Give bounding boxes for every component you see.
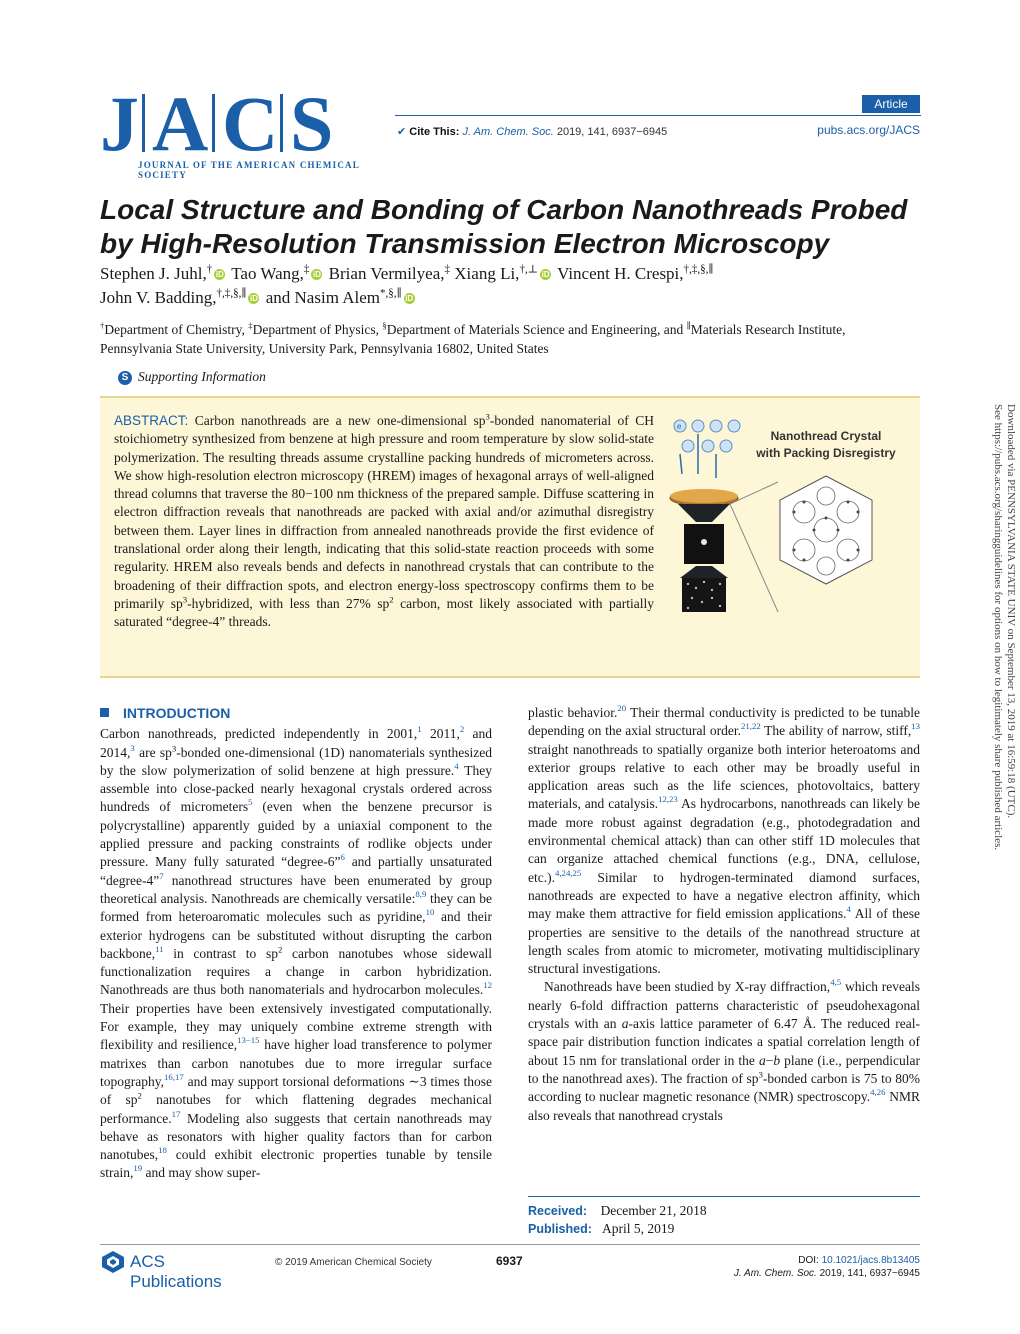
logo-letter-c: C bbox=[222, 80, 279, 167]
citation-ref-link[interactable]: 21,22 bbox=[740, 721, 761, 732]
author-affil-marks: †,‡,§,∥ bbox=[683, 263, 714, 276]
author-name: and Nasim Alem bbox=[265, 288, 380, 307]
author-name: Vincent H. Crespi, bbox=[557, 264, 684, 283]
abstract-text: -bonded nanomaterial of CH stoichiometry synthesized from benzene at high pressure and room temperature by slow solid-state polymerization. The resulting threads assume crystalline packing hundreds of micrometers across. We show high-resolution electron microscopy (HREM) images of hexagonal arrays of well-aligned thread columns that traverse the 80−100 nm thickness of the prepared sample. Diffuse scattering in electron diffraction reveals that nanothreads are packed with axial and/or azimuthal disregistry between them. Layer lines in diffraction from annealed nanothreads provide the first evidence of translational order along their length, indicating that this solid-state reaction proceeds with some regularity. HREM also reveals bends and defects in nanothread crystals that can contribute to the broadening of their diffraction spots, and electron energy-loss spectroscopy confirms them to be primarily sp bbox=[114, 413, 655, 611]
introduction-heading bbox=[100, 704, 492, 722]
article-type-badge: Article bbox=[862, 95, 920, 113]
article-title: Local Structure and Bonding of Carbon Nanothreads Probed by High-Resolution Transmission Electron Microscopy bbox=[100, 194, 908, 259]
cite-this[interactable] bbox=[397, 125, 667, 138]
publication-dates bbox=[528, 1202, 707, 1238]
italic-term: a bbox=[621, 1016, 629, 1032]
footer-citation bbox=[734, 1267, 920, 1280]
acs-publications-logo[interactable] bbox=[100, 1250, 260, 1291]
dates-rule bbox=[528, 1196, 920, 1197]
author-affil-marks: † bbox=[206, 263, 213, 276]
supporting-information-link[interactable] bbox=[118, 369, 266, 385]
citation-ref-link[interactable]: 2 bbox=[459, 724, 465, 735]
author-name: Tao Wang, bbox=[231, 264, 304, 283]
citation-ref-link[interactable]: 8,9 bbox=[415, 888, 427, 899]
logo-letter-a: A bbox=[152, 80, 209, 167]
sharing-guidelines-notice: See https://pubs.acs.org/sharingguidelines for options on how to legitimately share published articles. bbox=[992, 404, 1004, 851]
received-label: Received: bbox=[528, 1204, 588, 1218]
orcid-icon[interactable]: iD bbox=[215, 270, 224, 279]
citation-ref-link[interactable]: 13−15 bbox=[237, 1035, 260, 1046]
author-affil-marks: †,‡,§,∥ bbox=[216, 287, 247, 300]
page-number: 6937 bbox=[496, 1254, 523, 1268]
sup: 3 bbox=[485, 411, 490, 422]
published-date: April 5, 2019 bbox=[602, 1221, 675, 1236]
author-name: John V. Badding, bbox=[100, 288, 217, 307]
footer-citation-details: 2019, 141, 6937−6945 bbox=[819, 1268, 920, 1279]
citation-ref-link[interactable]: 16,17 bbox=[164, 1071, 184, 1082]
logo-letter-s: S bbox=[290, 80, 334, 167]
doi-label: DOI: bbox=[798, 1255, 819, 1266]
author-line bbox=[100, 262, 920, 286]
jacs-logo bbox=[100, 80, 400, 180]
orcid-icon[interactable]: iD bbox=[405, 294, 414, 303]
section-square-icon bbox=[100, 708, 109, 717]
affil-mark: ‡ bbox=[248, 320, 253, 331]
citation-ref-link[interactable]: 11 bbox=[155, 943, 164, 954]
column-right bbox=[528, 704, 920, 1125]
supporting-info-label: Supporting Information bbox=[138, 369, 266, 384]
logo-divider bbox=[212, 94, 215, 152]
author-line bbox=[100, 286, 920, 310]
citation-ref-link[interactable]: 12,23 bbox=[658, 794, 678, 805]
download-notice: Downloaded via PENNSYLVANIA STATE UNIV on September 13, 2019 at 16:59:18 (UTC). bbox=[1005, 404, 1017, 819]
abstract bbox=[114, 412, 654, 632]
sup: 3 bbox=[182, 594, 188, 605]
toc-graphic bbox=[668, 412, 908, 614]
logo-letter-j: J bbox=[100, 80, 139, 167]
published-label: Published: bbox=[528, 1222, 592, 1236]
orcid-icon[interactable]: iD bbox=[312, 270, 321, 279]
cite-details: 2019, 141, 6937−6945 bbox=[556, 126, 668, 138]
italic-term: b bbox=[773, 1052, 781, 1068]
affiliation-mri: Materials Research Institute, Pennsylvania State University, University Park, Pennsylvania 16802, United States bbox=[100, 322, 846, 356]
author-affil-marks: ‡ bbox=[303, 263, 310, 276]
affiliation-physics: Department of Physics, bbox=[252, 322, 379, 337]
abstract-text: -hybridized, with less than 27% sp bbox=[187, 595, 390, 611]
check-icon: ✔ bbox=[397, 126, 407, 138]
cite-journal: J. Am. Chem. Soc. bbox=[462, 126, 554, 138]
copyright: © 2019 American Chemical Society bbox=[275, 1257, 432, 1268]
supporting-info-icon: S bbox=[118, 371, 132, 385]
doi-row bbox=[734, 1254, 920, 1267]
sample-disk-top bbox=[670, 489, 738, 503]
citation-ref-link[interactable]: 10 bbox=[425, 907, 435, 918]
toc-title-line1: Nanothread Crystal bbox=[770, 429, 882, 443]
received-date-row bbox=[528, 1202, 707, 1220]
publisher-name: ACS Publications bbox=[130, 1252, 222, 1291]
introduction-heading-text: INTRODUCTION bbox=[123, 705, 231, 721]
citation-ref-link[interactable]: 4,5 bbox=[830, 977, 842, 988]
superscript: 2 bbox=[137, 1090, 142, 1101]
author-name: Stephen J. Juhl, bbox=[100, 264, 207, 283]
received-date: December 21, 2018 bbox=[600, 1203, 707, 1218]
superscript: 2 bbox=[277, 944, 283, 955]
affiliation-materials-science: Department of Materials Science and Engineering, and bbox=[386, 322, 684, 337]
abstract-text: Carbon nanothreads are a new one-dimensional sp bbox=[194, 413, 486, 428]
journal-url-link[interactable]: pubs.acs.org/JACS bbox=[817, 123, 920, 137]
citation-ref-link[interactable]: 3 bbox=[130, 742, 135, 753]
citation-ref-link[interactable]: 6 bbox=[340, 852, 345, 863]
column-left bbox=[100, 704, 492, 1183]
citation-ref-link[interactable]: 4 bbox=[846, 904, 851, 915]
doi-link[interactable]: 10.1021/jacs.8b13405 bbox=[821, 1255, 920, 1266]
intro-paragraph-1: Carbon nanothreads, predicted independently in 2001,$^1$ 2011,$^2$ and 2014,$^3$ are $sp^3$-bonded one-dimensional (1D) nanomaterials synthesized by the slow polymerization of solid benzene at high pressure.$^4$ They assemble into close-packed nearly hexagonal crystals ordered across hundreds of micrometers$^5$ (even when the benzene precursor is polycrystalline) apparently guided by a uniaxial component to the applied pressure and packing constraints of rodlike objects under pressure. Many fully saturated “degree-6”$^6$ and partially unsaturated “degree-4”$^7$ nanothread structures have been enumerated by group theoretical analysis. Nanothreads are chemically versatile:$^{8,9}$ they can be formed from heteroaromatic molecules such as pyridine,$^{10}$ and their exterior hydrogens can be substituted without disrupting the carbon backbone,$^{11}$ in contrast to $sp^2$ carbon nanotubes whose sidewall functionalization requires a change in carbon hybridization. Nanothreads are thus both nanomaterials and hydrocarbon molecules.$^{12}$ Their properties have been extensively investigated computationally. For example, they may uniquely combine extreme strength with flexibility and resilience,$^{13-15}$ have higher load transference to polymer matrixes than carbon nanotubes due to more irregular surface topography,$^{16,17}$ and may support torsional deformations ∼3 times those of $sp^2$ nanotubes for which flattening degrades mechanical performance.$^{17}$ Modeling also suggests that certain nanothreads may behave as resonators with higher quality factors than for carbon nanotubes,$^{18}$ could exhibit electronic properties tunable by tensile strain,$^{19}$ and may show super- bbox=[100, 724, 493, 1181]
italic-term: a bbox=[758, 1052, 766, 1068]
logo-divider bbox=[280, 94, 283, 152]
affil-mark: † bbox=[100, 320, 105, 331]
abstract-label: ABSTRACT: bbox=[114, 413, 189, 428]
citation-ref-link[interactable]: 7 bbox=[159, 870, 164, 881]
doi-block bbox=[734, 1254, 920, 1280]
superscript: 3 bbox=[758, 1069, 763, 1080]
header-rule bbox=[395, 115, 921, 116]
logo-divider bbox=[142, 94, 145, 152]
orcid-icon[interactable]: iD bbox=[541, 270, 550, 279]
affil-mark: § bbox=[382, 320, 387, 331]
author-affil-marks: †,⊥ bbox=[519, 263, 539, 276]
abstract-text: carbon, most likely associated with partially saturated “degree-4” threads. bbox=[114, 595, 654, 630]
affiliation-chemistry: Department of Chemistry, bbox=[104, 322, 245, 337]
citation-ref-link[interactable]: 12 bbox=[483, 980, 492, 991]
affil-mark: ∥ bbox=[686, 320, 691, 331]
intro-paragraph-2: plastic behavior.$^{20}$ Their thermal conductivity is predicted to be tunable depending on the axial structural order.$^{21,22}$ The ability of narrow, stiff,$^{13}$ straight nanothreads to spatially organize both interior heteroatoms and exterior groups relative to each other may be broadly useful in application areas such as the life sciences, photovoltaics, battery materials, and catalysis.$^{12,23}$ As hydrocarbons, nanothreads can likely be made more robust against degradation (e.g., photodegradation and environmental chemical attack) than can other stiff 1D molecules that can organize attached chemical functions (e.g., DNA, cellulose, etc.).$^{4,24,25}$ Similar to hydrogen-terminated diamond surfaces, nanothreads are expected to have a negative electron affinity, which may make them attractive for field emission applications.$^4$ All of these properties are sensitive to the details of the nanothread structure at length scales from atomic to micrometer, motivating multidisciplinary structural investigations. bbox=[528, 703, 920, 977]
citation-ref-link[interactable]: 19 bbox=[133, 1163, 143, 1174]
cite-label: Cite This: bbox=[409, 126, 460, 138]
citation-ref-link[interactable]: 17 bbox=[171, 1108, 181, 1119]
author-list bbox=[100, 262, 920, 310]
download-sidebar bbox=[991, 404, 1017, 924]
citation-ref-link[interactable]: 5 bbox=[248, 797, 253, 808]
orcid-icon[interactable]: iD bbox=[249, 294, 258, 303]
footer-rule bbox=[100, 1244, 920, 1245]
author-name: Brian Vermilyea, bbox=[328, 264, 445, 283]
author-affil-marks: *,§,∥ bbox=[380, 287, 402, 300]
sup: 2 bbox=[389, 594, 394, 605]
toc-e-symbol: e bbox=[677, 422, 682, 431]
citation-ref-link[interactable]: 4,24,25 bbox=[554, 867, 582, 878]
superscript: 3 bbox=[171, 743, 177, 754]
affiliations bbox=[100, 320, 920, 358]
citation-ref-link[interactable]: 20 bbox=[617, 703, 627, 713]
diffraction-spot bbox=[701, 539, 707, 545]
author-name: Xiang Li, bbox=[454, 264, 520, 283]
citation-ref-link[interactable]: 1 bbox=[417, 724, 422, 735]
citation-ref-link[interactable]: 4,26 bbox=[870, 1087, 886, 1098]
citation-ref-link[interactable]: 4 bbox=[454, 760, 459, 771]
citation-ref-link[interactable]: 13 bbox=[911, 721, 920, 732]
journal-full-name: JOURNAL OF THE AMERICAN CHEMICAL SOCIETY bbox=[138, 160, 360, 180]
author-affil-marks: ‡ bbox=[444, 263, 451, 276]
footer-journal: J. Am. Chem. Soc. bbox=[733, 1268, 817, 1279]
intro-paragraph-3: Nanothreads have been studied by X-ray diffraction,$^{4,5}$ which reveals nearly 6-fold diffraction patterns characteristic of pseudohexagonal crystals with an a-axis lattice parameter of 6.47 Å. The reduced real-space pair distribution function indicates a spatial correlation length of about 15 nm for translational order in the a−b plane (i.e., perpendicular to the nanothread axes). The fraction of $sp^3$-bonded carbon is 75 to 80% according to nuclear magnetic resonance (NMR) spectroscopy.$^{4,26}$ NMR also reveals that nanothread crystals bbox=[528, 977, 921, 1123]
published-date-row bbox=[528, 1220, 707, 1238]
toc-title-line2: with Packing Disregistry bbox=[756, 446, 896, 460]
acs-hexagon-icon bbox=[100, 1250, 126, 1274]
citation-ref-link[interactable]: 18 bbox=[158, 1145, 167, 1156]
